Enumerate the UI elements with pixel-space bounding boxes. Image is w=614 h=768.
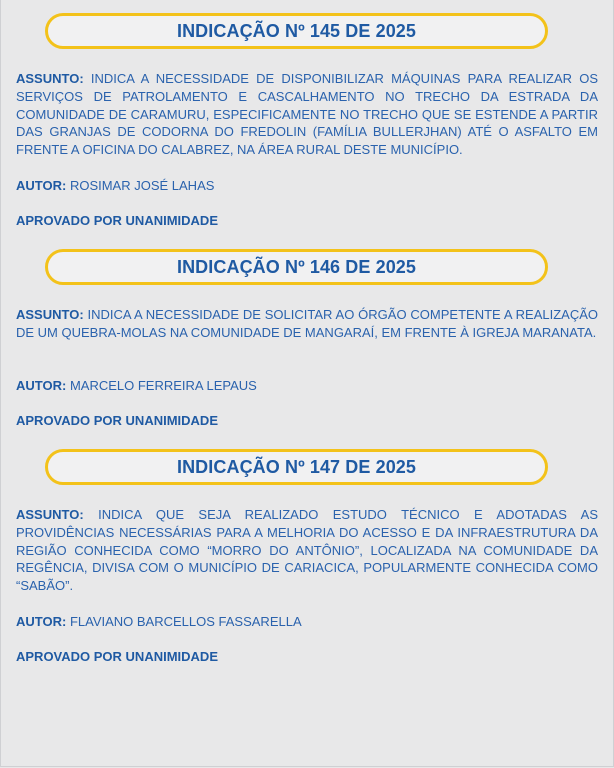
indicacao-145-assunto [16,70,598,159]
autor-name: MARCELO FERREIRA LEPAUS [69,378,257,393]
indicacao-145-autor [16,177,598,195]
indicacao-147-autor [16,613,598,631]
indicacao-146-autor [16,377,598,395]
indicacao-145-status: APROVADO POR UNANIMIDADE [16,213,218,228]
indicacao-146-status: APROVADO POR UNANIMIDADE [16,413,218,428]
indicacao-title-text: INDICAÇÃO Nº 146 DE 2025 [176,256,417,277]
indicacao-147-status: APROVADO POR UNANIMIDADE [16,649,218,664]
assunto-label: ASSUNTO: [16,71,84,86]
autor-label: AUTOR: [16,378,67,393]
autor-name: ROSIMAR JOSÉ LAHAS [69,178,215,193]
assunto-text: INDICA A NECESSIDADE DE DISPONIBILIZAR MÁQUINAS PARA REALIZAR OS SERVIÇOS DE PATROLAMENTO E CASCALHAMENTO NO TRECHO DA ESTRADA DA COMUNIDADE DE CARAMURU, ESPECIFICAMENTE NO TRECHO QUE SE ESTENDE A PARTIR DAS GRANJAS DE CODORNA DO FREDOLIN (FAMÍLIA BULLERJHAN) ATÉ O ASFALTO EM FRENTE A OFICINA DO CALABREZ, NA ÁREA RURAL DESTE MUNICÍPIO. [16,71,598,158]
indicacao-146-assunto [16,306,598,342]
indicacao-147-assunto [16,506,598,595]
assunto-label: ASSUNTO: [16,507,84,522]
indicacao-title-text: INDICAÇÃO Nº 147 DE 2025 [176,456,417,477]
indicacao-145-title [45,13,548,49]
assunto-text: INDICA QUE SEJA REALIZADO ESTUDO TÉCNICO E ADOTADAS AS PROVIDÊNCIAS NECESSÁRIAS PARA A MELHORIA DO ACESSO E DA INFRAESTRUTURA DA REGIÃO CONHECIDA COMO “MORRO DO ANTÔNIO”, LOCALIZADA NA COMUNIDADE DA REGÊNCIA, DIVISA COM O MUNICÍPIO DE CARIACICA, POPULARMENTE CONHECIDA COMO “SABÃO”. [16,507,598,594]
indicacao-title-text: INDICAÇÃO Nº 145 DE 2025 [176,20,417,41]
assunto-text: INDICA A NECESSIDADE DE SOLICITAR AO ÓRGÃO COMPETENTE A REALIZAÇÃO DE UM QUEBRA-MOLAS NA COMUNIDADE DE MANGARAÍ, EM FRENTE À IGREJA MARANATA. [16,307,598,340]
indicacao-147-title [45,449,548,485]
autor-label: AUTOR: [16,178,67,193]
indicacao-146-title [45,249,548,285]
autor-name: FLAVIANO BARCELLOS FASSARELLA [69,614,302,629]
autor-label: AUTOR: [16,614,67,629]
assunto-label: ASSUNTO: [16,307,84,322]
